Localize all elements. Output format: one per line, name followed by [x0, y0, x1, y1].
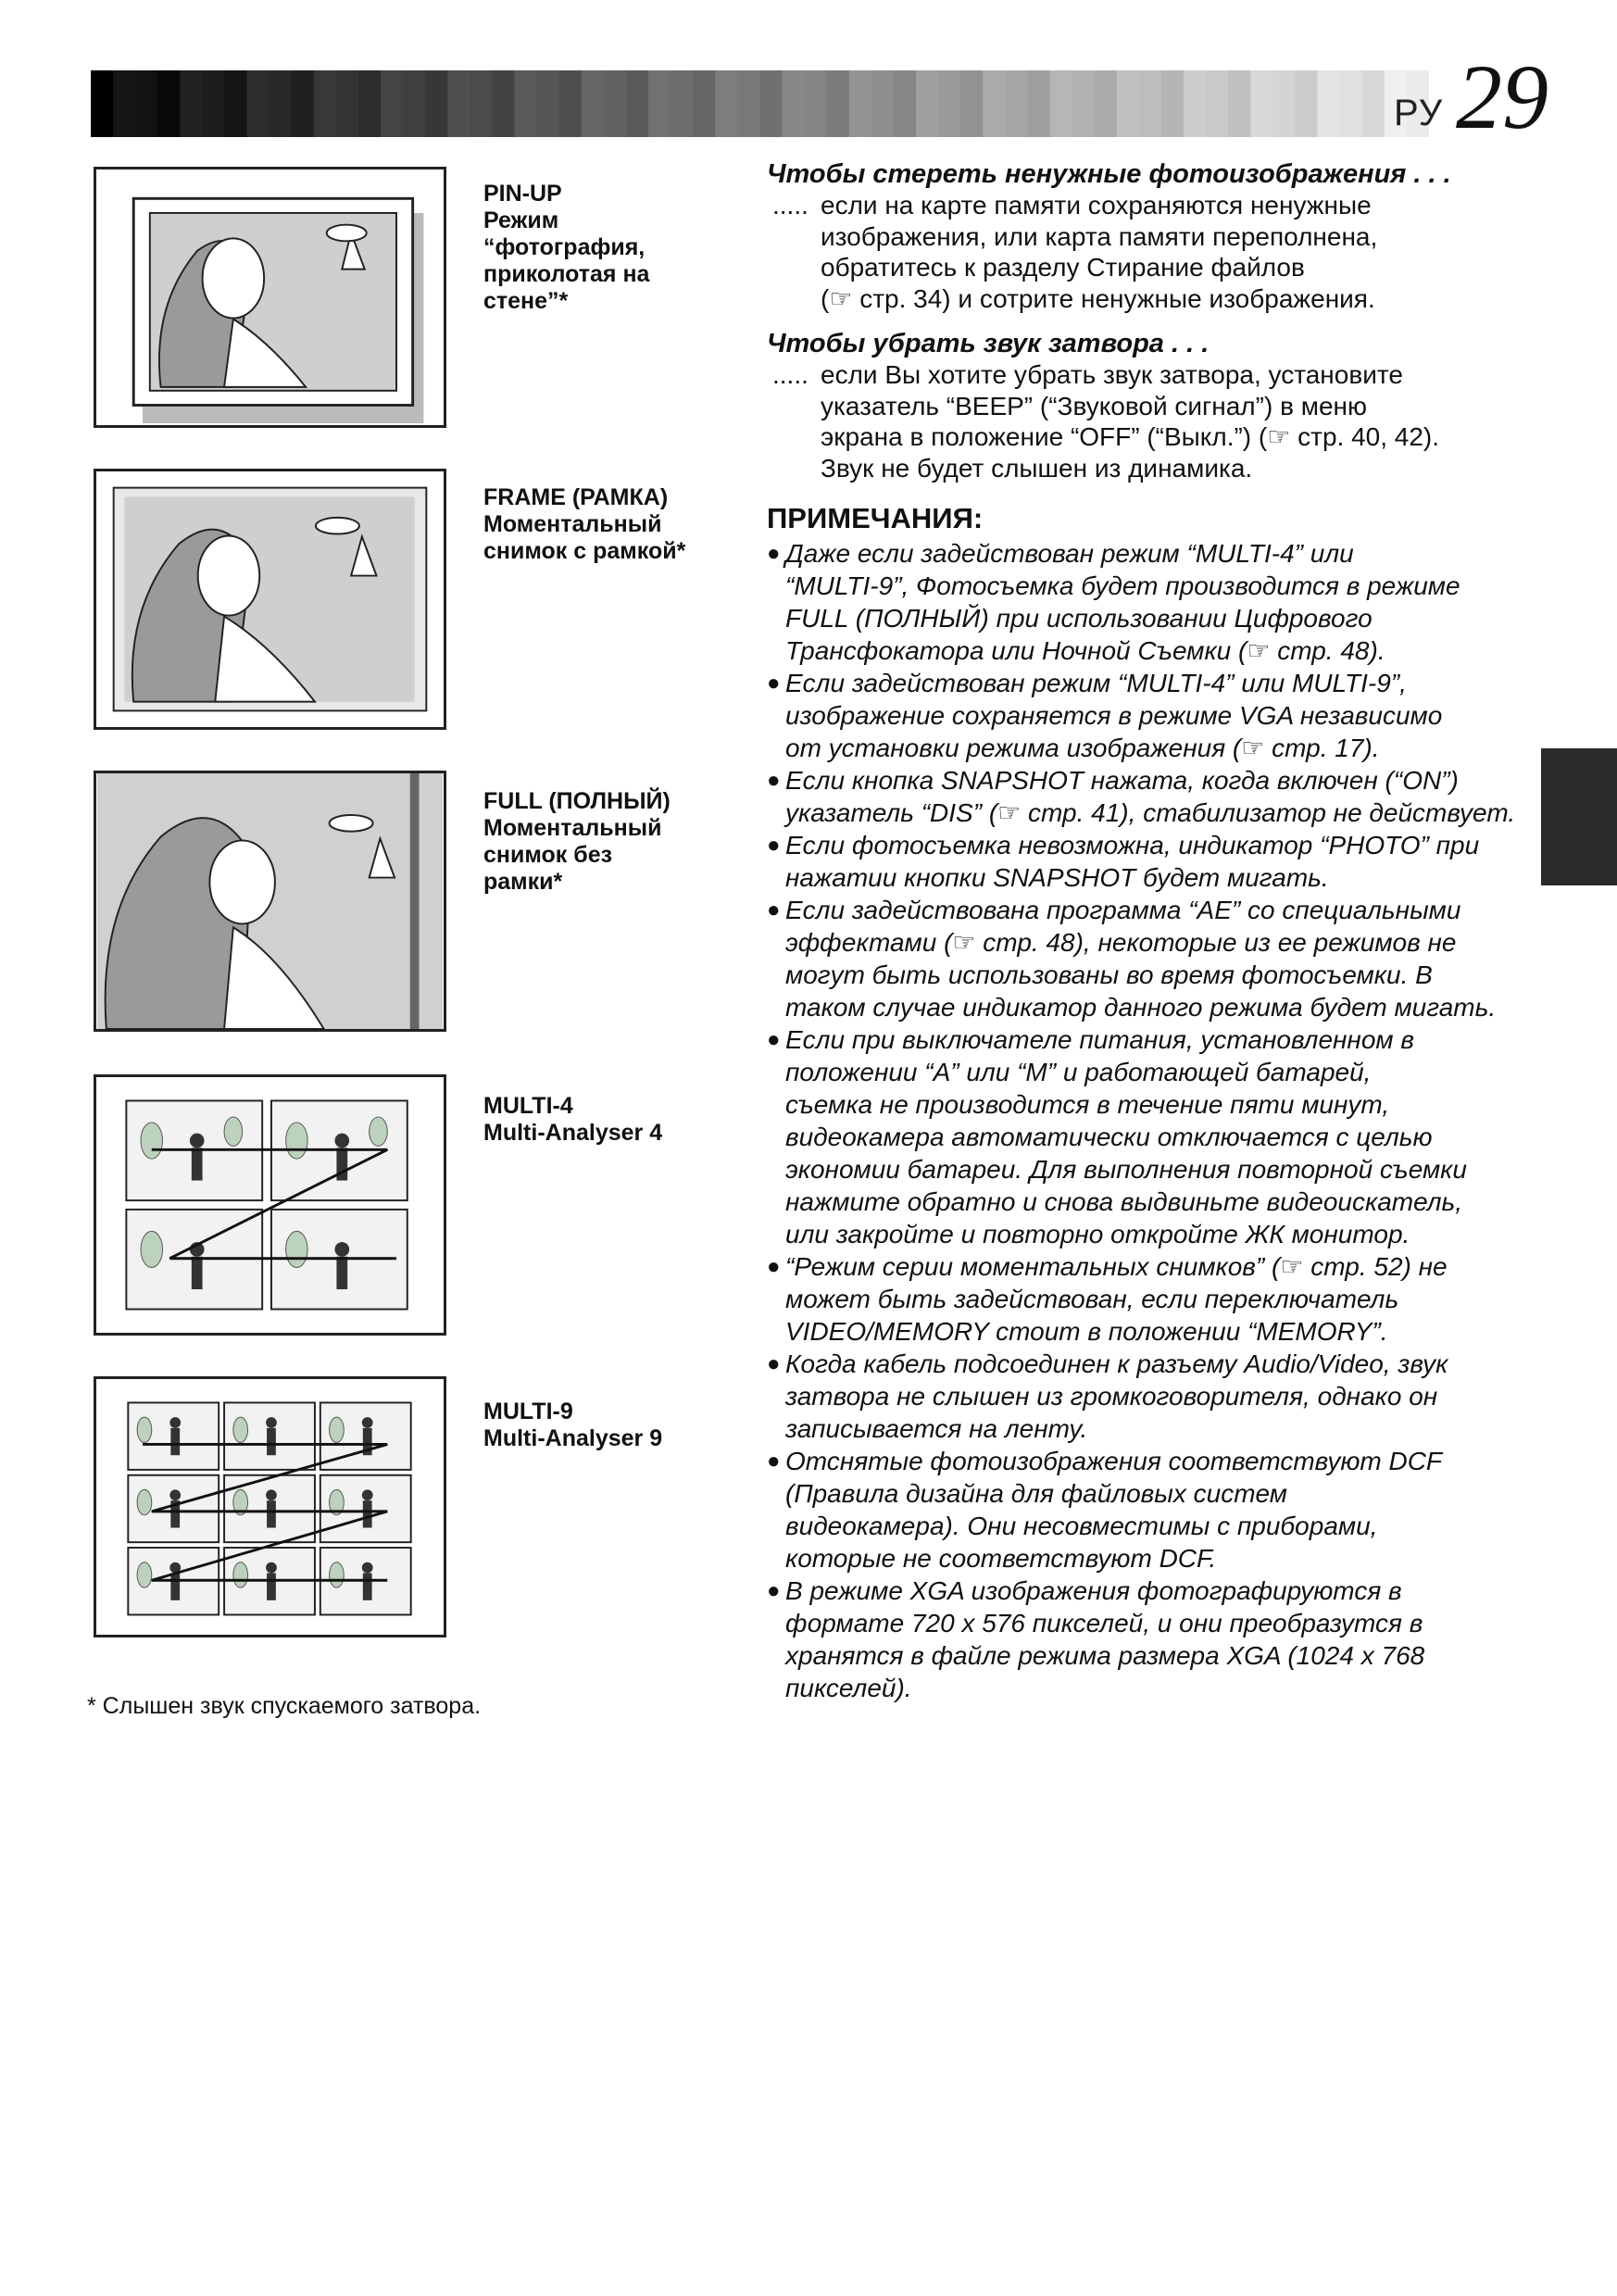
section-heading-delete: Чтобы стереть ненужные фотоизображения . . . [767, 159, 1451, 189]
bullet-icon: ● [767, 1449, 781, 1474]
multi4-illustration [94, 1074, 446, 1336]
mode-caption-frame: FRAME (РАМКА) Моментальный снимок с рамкой* [483, 484, 686, 564]
bullet-icon: ● [767, 1027, 781, 1052]
mode-caption-multi9: MULTI-9 Multi-Analyser 9 [483, 1399, 663, 1451]
bullet-icon: ● [767, 1578, 781, 1603]
notes-list [767, 537, 1536, 1704]
bullet-icon: ● [767, 671, 781, 696]
bullet-icon: ● [767, 541, 781, 566]
section-tab-marker [1541, 748, 1617, 885]
note-item: ● Если при выключателе питания, установленном в положении “A” или “M” и работающей батарей, съемка не производится в течение пяти минут, видеокамера автоматически отключается с целью экономии батареи. Для выполнения повторной съемки нажмите обратно и снова выдвиньте видеоискатель, или закройте и повторно откройте ЖК монитор. [767, 1025, 1467, 1248]
note-item: ● “Режим серии моментальных снимков” (☞ стр. 52) не может быть задействован, если переключатель VIDEO/MEMORY стоит в положении “MEMORY”. [767, 1252, 1448, 1346]
bullet-icon: ● [767, 1254, 781, 1279]
page-language: РУ [1394, 93, 1444, 133]
note-item: ● Если фотосъемка невозможна, индикатор “PHOTO” при нажатии кнопки SNAPSHOT будет мигать. [767, 831, 1480, 892]
bullet-icon: ● [767, 768, 781, 793]
footnote: * Слышен звук спускаемого затвора. [87, 1693, 482, 1719]
multi9-illustration [94, 1376, 446, 1637]
notes-heading: ПРИМЕЧАНИЯ: [767, 502, 984, 534]
note-item: ● Даже если задействован режим “MULTI-4” или “MULTI-9”, Фотосъемка будет производится в режиме FULL (ПОЛНЫЙ) при использовании Цифрового Трансфокатора или Ночной Съемки (☞ стр. 48). [767, 539, 1460, 665]
page-number: 29 [1456, 45, 1548, 148]
right-column [767, 159, 1536, 1704]
note-item: ● Если кнопка SNAPSHOT нажата, когда включен (“ON”) указатель “DIS” (☞ стр. 41), стабилизатор не действует. [767, 766, 1516, 827]
full-illustration [94, 771, 446, 1032]
bullet-icon: ● [767, 1351, 781, 1376]
header-gradient-bar [91, 70, 1429, 137]
mode-caption-full: FULL (ПОЛНЫЙ) Моментальный снимок без рамки* [483, 788, 671, 895]
section-heading-shutter: Чтобы убрать звук затвора . . . [767, 329, 1210, 358]
frame-illustration [94, 469, 446, 730]
note-item: ● Если задействована программа “AE” со специальными эффектами (☞ стр. 48), некоторые из ее режимов не могут быть использованы во время фотосъемки. В таком случае индикатор данного режима будет мигать. [767, 896, 1497, 1022]
note-item: ● Когда кабель подсоединен к разъему Audio/Video, звук затвора не слышен из громкоговорителя, однако он записывается на ленту. [767, 1349, 1448, 1443]
mode-caption-pinup: PIN-UP Режим “фотография, приколотая на стене”* [483, 181, 650, 314]
bullet-icon: ● [767, 897, 781, 922]
note-item: ● Если задействован режим “MULTI-4” или MULTI-9”, изображение сохраняется в режиме VGA независимо от установки режима изображения (☞ стр. 17). [767, 669, 1443, 762]
section-body-delete: ..... если на карте памяти сохраняются ненужные изображения, или карта памяти переполнена, обратитесь к разделу Стирание файлов (☞ стр. 34) и сотрите ненужные изображения. [772, 191, 1378, 313]
mode-caption-multi4: MULTI-4 Multi-Analyser 4 [483, 1093, 663, 1146]
pinup-illustration [94, 167, 446, 428]
section-body-shutter: ..... если Вы хотите убрать звук затвора, установите указатель “BEEP” (“Звуковой сигнал”) в меню экрана в положение “OFF” (“Выкл.”) (☞ стр. 40, 42). Звук не будет слышен из динамика. [772, 360, 1440, 483]
bullet-icon: ● [767, 833, 781, 858]
note-item: ● Отснятые фотоизображения соответствуют DCF (Правила дизайна для файловых систем видеокамера). Они несовместимы с приборами, которые не соответствуют DCF. [767, 1447, 1443, 1573]
note-item: ● В режиме XGA изображения фотографируются в формате 720 x 576 пикселей, и они преобразутся в хранятся в файле режима размера XGA (1024 x 768 пикселей). [767, 1576, 1425, 1702]
